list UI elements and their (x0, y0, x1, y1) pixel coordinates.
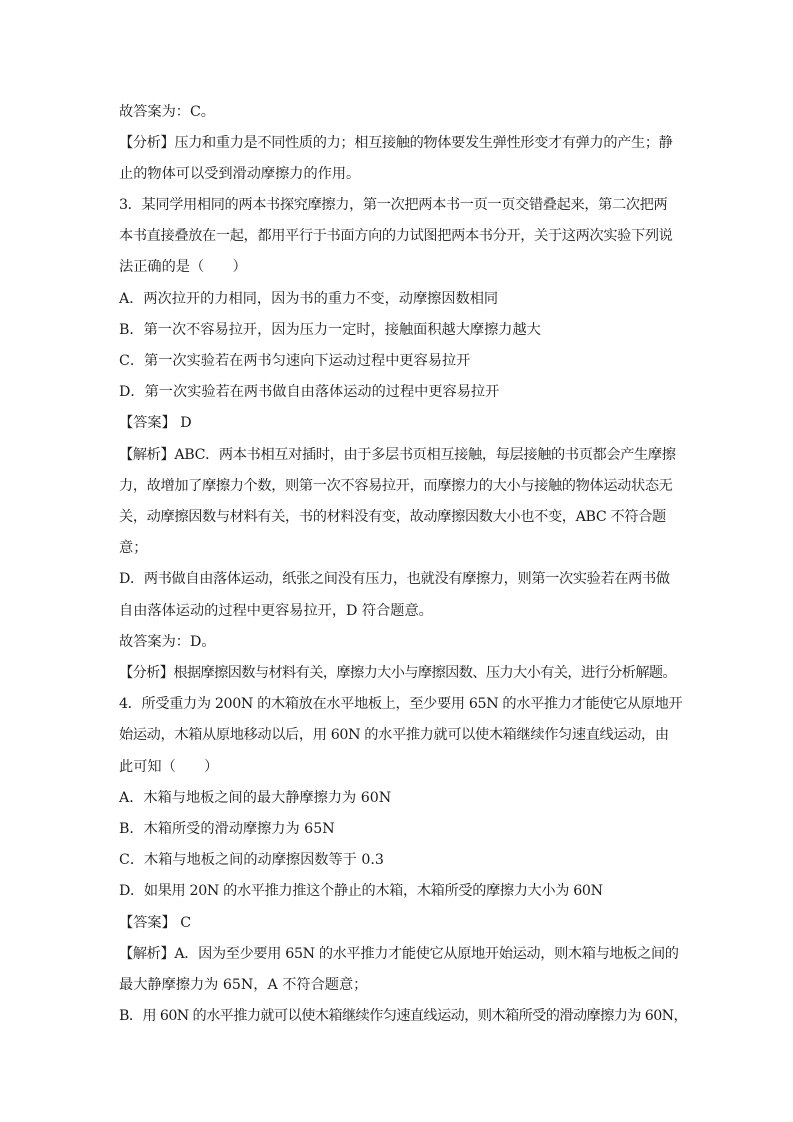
text-line: D．两书做自由落体运动，纸张之间没有压力，也就没有摩擦力，则第一次实验若在两书做 (119, 571, 670, 587)
text-line: 关，动摩擦因数与材料有关，书的材料没有变，故动摩擦因数大小也不变，ABC 不符合题 (119, 509, 666, 525)
text-line: 始运动，木箱从原地移动以后，用 60N 的水平推力就可以使木箱继续作匀速直线运动，由 (119, 727, 669, 743)
text-line: 【分析】压力和重力是不同性质的力；相互接触的物体要发生弹性形变才有弹力的产生；静 (119, 135, 673, 151)
text-line: 故答案为：D。 (119, 634, 216, 650)
text-line: B．用 60N 的水平推力就可以使木箱继续作匀速直线运动，则木箱所受的滑动摩擦力为 60N， (119, 1008, 688, 1024)
text-line: 自由落体运动的过程中更容易拉开，D 符合题意。 (119, 603, 433, 619)
text-line: 3．某同学用相同的两本书探究摩擦力，第一次把两本书一页一页交错叠起来，第二次把两 (119, 197, 668, 213)
text-line: D．第一次实验若在两书做自由落体运动的过程中更容易拉开 (119, 384, 500, 400)
text-line: 法正确的是（ ） (119, 259, 247, 275)
text-line: 4．所受重力为 200N 的木箱放在水平地板上，至少要用 65N 的水平推力才能使它从原地开 (119, 696, 683, 712)
text-line: 最大静摩擦力为 65N，A 不符合题意； (119, 977, 368, 993)
text-line: A．两次拉开的力相同，因为书的重力不变，动摩擦因数相同 (119, 291, 499, 307)
text-line: 故答案为：C。 (119, 104, 215, 120)
text-line: 意； (119, 540, 148, 556)
text-line: 止的物体可以受到滑动摩擦力的作用。 (119, 166, 361, 182)
text-line: A．木箱与地板之间的最大静摩擦力为 60N (119, 790, 392, 806)
text-line: 力，故增加了摩擦力个数，则第一次不容易拉开，而摩擦力的大小与接触的物体运动状态无 (119, 478, 673, 494)
text-line: 【答案】 C (119, 915, 192, 931)
text-line: B．第一次不容易拉开，因为压力一定时，接触面积越大摩擦力越大 (119, 322, 541, 338)
text-line: 此可知（ ） (119, 759, 219, 775)
text-line: 【答案】 D (119, 415, 192, 431)
text-line: C．第一次实验若在两书匀速向下运动过程中更容易拉开 (119, 353, 471, 369)
text-line: B．木箱所受的滑动摩擦力为 65N (119, 821, 335, 837)
text-line: 本书直接叠放在一起，都用平行于书面方向的力试图把两本书分开，关于这两次实验下列说 (119, 228, 673, 244)
text-line: 【分析】根据摩擦因数与材料有关，摩擦力大小与摩擦因数、压力大小有关，进行分析解题。 (119, 665, 677, 681)
text-line: 【解析】ABC．两本书相互对插时，由于多层书页相互接触，每层接触的书页都会产生摩擦 (119, 447, 676, 463)
text-line: C．木箱与地板之间的动摩擦因数等于 0.3 (119, 852, 384, 868)
text-line: 【解析】A．因为至少要用 65N 的水平推力才能使它从原地开始运动，则木箱与地板之间的 (119, 946, 679, 962)
text-line: D．如果用 20N 的水平推力推这个静止的木箱，木箱所受的摩擦力大小为 60N (119, 883, 603, 899)
